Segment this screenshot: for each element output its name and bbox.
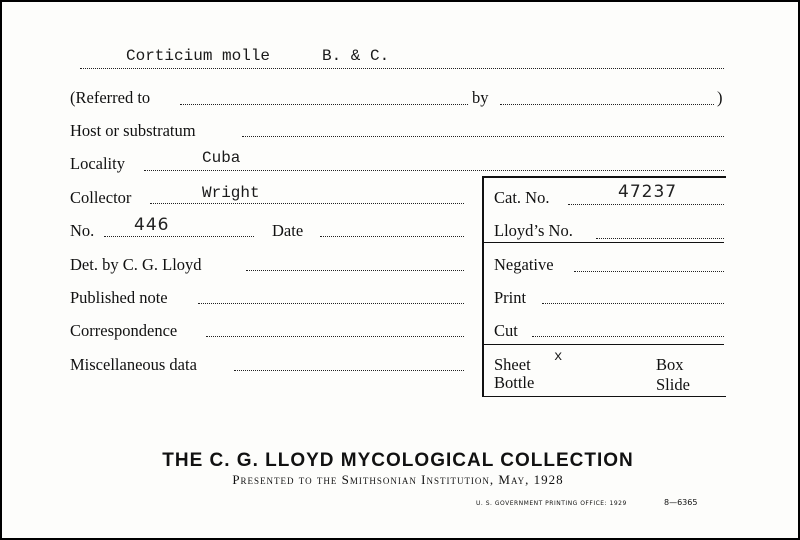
sheet-label: Sheet [494,355,531,374]
locality-line [144,170,724,171]
cat-no-label: Cat. No. [494,188,550,207]
number-label: No. [70,221,95,240]
bottle-label: Bottle [494,373,535,392]
correspondence-line [206,336,464,337]
misc-line [234,370,464,371]
collector-value: Wright [202,184,260,202]
cat-no-value: 47237 [618,182,678,202]
box-label: Box [656,355,684,374]
number-line [104,236,254,237]
lloyds-no-label: Lloyd’s No. [494,221,573,240]
cut-label: Cut [494,321,518,340]
sheet-mark: x [554,349,563,365]
print-line [542,303,724,304]
close-paren: ) [717,88,723,107]
slide-label: Slide [656,375,690,394]
collector-line [150,203,464,204]
by-line [500,104,714,105]
printer-imprint: U. S. GOVERNMENT PRINTING OFFICE: 1929 [476,500,627,507]
box-divider-rule [484,242,724,243]
cut-line [532,336,724,337]
correspondence-label: Correspondence [70,321,178,340]
locality-label: Locality [70,154,125,173]
published-note-label: Published note [70,288,168,307]
print-label: Print [494,288,527,307]
published-note-line [198,303,464,304]
collector-label: Collector [70,188,132,207]
date-line [320,236,464,237]
locality-value: Cuba [202,149,241,167]
date-label: Date [272,221,304,240]
host-label: Host or substratum [70,121,196,140]
referred-to-line [180,104,468,105]
species-authority: B. & C. [322,47,390,65]
species-line [80,68,724,69]
form-number: 8—6365 [664,498,698,507]
host-line [242,136,724,137]
collection-title: THE C. G. LLOYD MYCOLOGICAL COLLECTION [162,450,634,471]
species-name: Corticium molle [126,47,271,65]
cat-no-line [568,204,724,205]
lloyds-no-line [596,238,724,239]
misc-label: Miscellaneous data [70,355,197,374]
negative-label: Negative [494,255,554,274]
number-value: 446 [134,215,170,235]
negative-line [574,271,724,272]
by-label: by [472,88,489,107]
referred-to-label: (Referred to [70,88,151,107]
box-lower-rule [484,344,724,345]
det-by-label: Det. by C. G. Lloyd [70,255,202,274]
collection-subtitle: Presented to the Smithsonian Institution, May, 1928 [232,472,564,487]
det-by-line [246,270,464,271]
